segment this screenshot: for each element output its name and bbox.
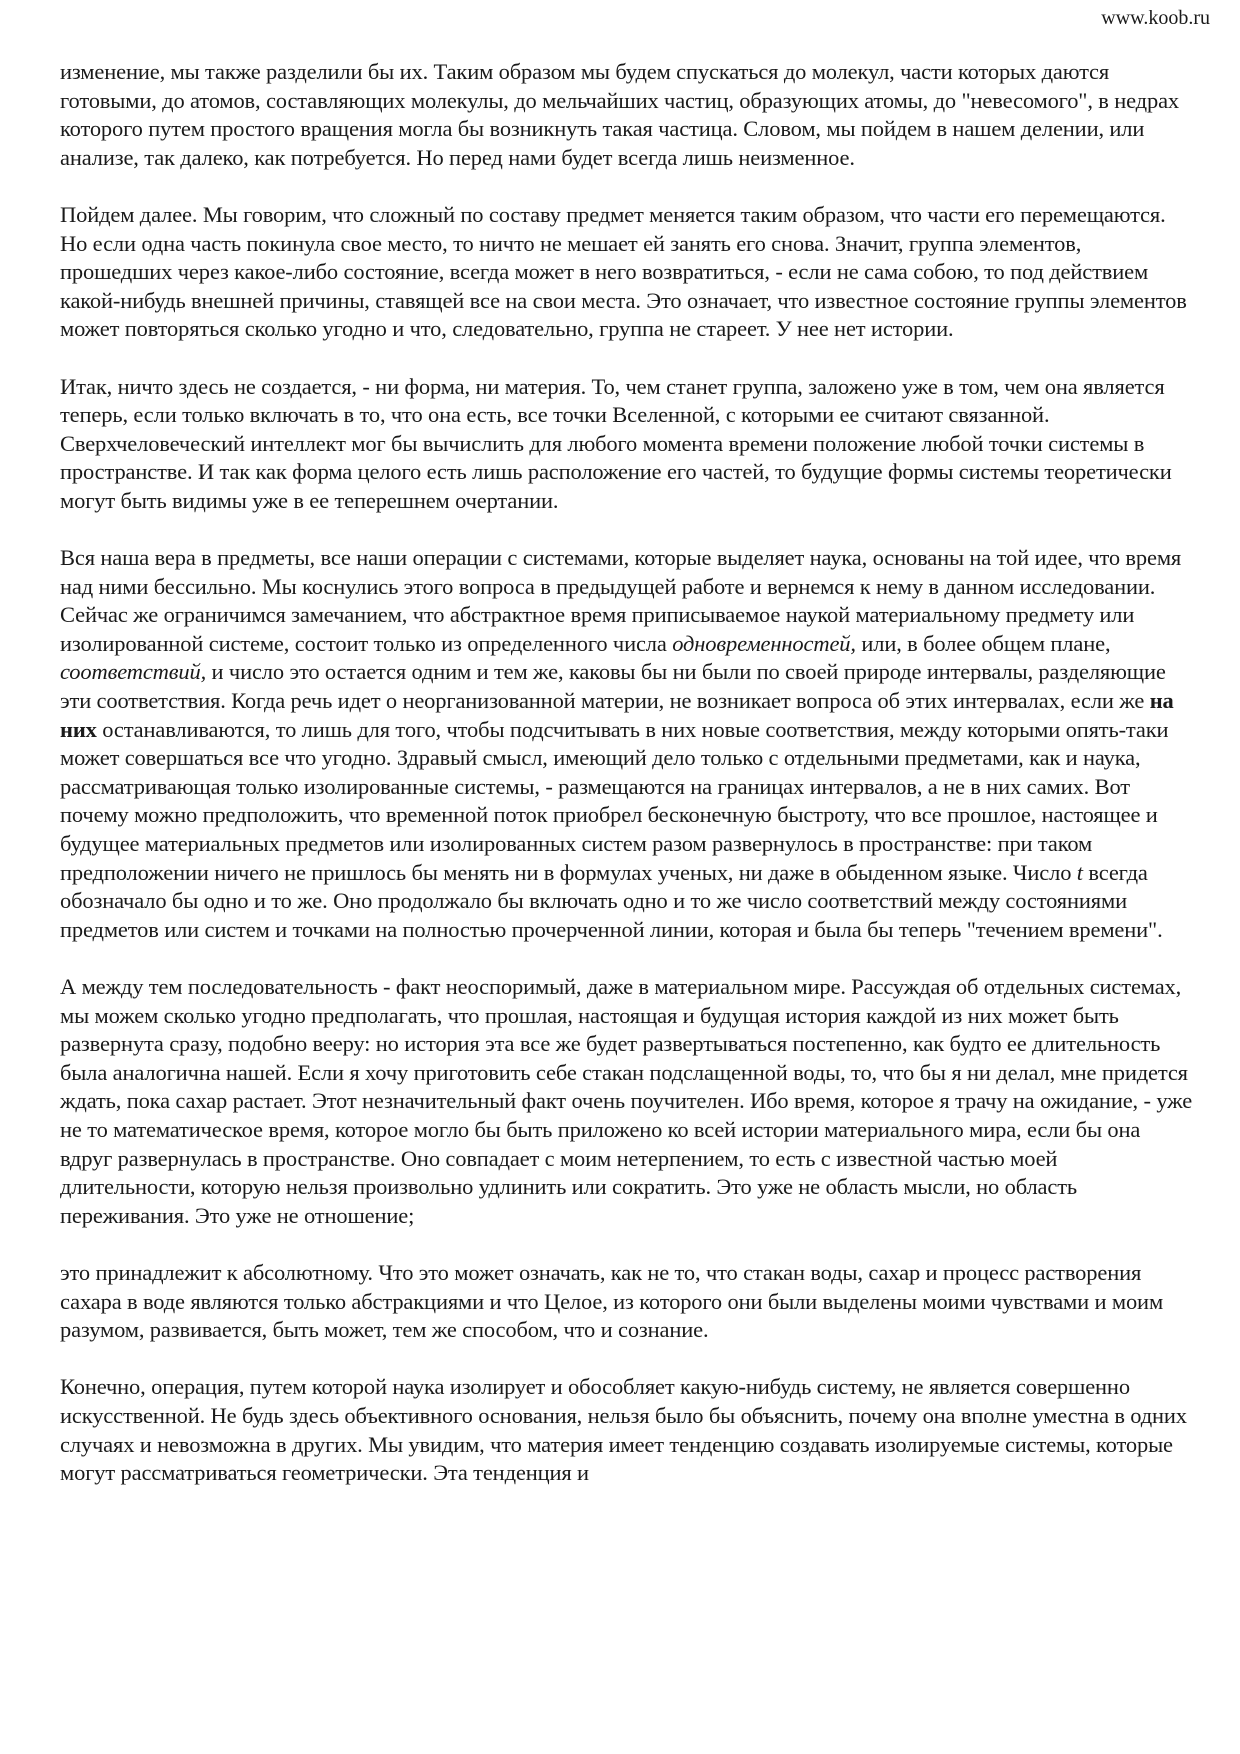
text-run: и число это остается одним и тем же, каковы бы ни были по своей природе интервалы, разделяющие эти соответствия. Когда речь идет о неорганизованной материи, не возникает вопроса об этих интервалах, если же [60, 659, 1166, 714]
text-run: останавливаются, то лишь для того, чтобы подсчитывать в них новые соответствия, между которыми опять-таки может совершаться все что угодно. Здравый смысл, имеющий дело только с отдельными предметами, как и наука, рассматривающая только изолированные системы, - размещаются на границах интервалов, а не в них самих. Вот почему можно предположить, что временной поток приобрел бесконечную быстроту, что все прошлое, настоящее и будущее материальных предметов или изолированных систем разом развернулось в пространстве: при таком предположении ничего не пришлось бы менять ни в формулах ученых, ни даже в обыденном языке. Число [60, 716, 1169, 885]
site-url[interactable]: www.koob.ru [1101, 7, 1210, 29]
italic-term: t [1076, 859, 1083, 885]
paragraph: А между тем последовательность - факт неоспоримый, даже в материальном мире. Рассуждая об отдельных системах, мы можем сколько угодно предполагать, что прошлая, настоящая и будущая история каждой из них может быть развернута сразу, подобно вееру: но история эта все же будет развертываться постепенно, как будто ее длительность была аналогична нашей. Если я хочу приготовить себе стакан подслащенной воды, то, что бы я ни делал, мне придется ждать, пока сахар растает. Этот незначительный факт очень поучителен. Ибо время, которое я трачу на ожидание, - уже не то математическое время, которое могло бы быть приложено ко всей истории материального мира, если бы она вдруг развернулась в пространстве. Оно совпадает с моим нетерпением, то есть с известной частью моей длительности, которую нельзя произвольно удлинить или сократить. Это уже не область мысли, но область переживания. Это уже не отношение; [60, 974, 1193, 1228]
text-run: Вся наша вера в предметы, все наши операции с системами, которые выделяет наука, основаны на той идее, что время над ними бессильно. Мы коснулись этого вопроса в предыдущей работе и вернемся к нему в данном исследовании. Сейчас же ограничимся замечанием, что абстрактное время приписываемое наукой материальному предмету или изолированной системе, состоит только из определенного числа [60, 545, 1182, 656]
bold-term: на них [60, 688, 1174, 742]
italic-term: одновременностей, [672, 630, 856, 656]
paragraph [60, 544, 1195, 944]
body-text [60, 58, 1195, 1488]
paragraph: это принадлежит к абсолютному. Что это может означать, как не то, что стакан воды, сахар и процесс растворения сахара в воде являются только абстракциями и что Целое, из которого они были выделены моими чувствами и моим разумом, развивается, быть может, тем же способом, что и сознание. [60, 1259, 1164, 1343]
text-run: или, в более общем плане, [855, 630, 1111, 656]
paragraph: Конечно, операция, путем которой наука изолирует и обособляет какую-нибудь систему, не является совершенно искусственной. Не будь здесь объективного основания, нельзя было бы объяснить, почему она вполне уместна в одних случаях и невозможна в других. Мы увидим, что материя имеет тенденцию создавать изолируемые системы, которые могут рассматриваться геометрически. Эта тенденция и [60, 1374, 1187, 1486]
italic-term: соответствий, [60, 659, 207, 685]
paragraph: Пойдем далее. Мы говорим, что сложный по составу предмет меняется таким образом, что части его перемещаются. Но если одна часть покинула свое место, то ничто не мешает ей занять его снова. Значит, группа элементов, прошедших через какое-либо состояние, всегда может в него возвратиться, - если не сама собою, то под действием какой-нибудь внешней причины, ставящей все на свои места. Это означает, что известное состояние группы элементов может повторяться сколько угодно и что, следовательно, группа не стареет. У нее нет истории. [60, 201, 1187, 342]
paragraph: Итак, ничто здесь не создается, - ни форма, ни материя. То, чем станет группа, заложено уже в том, чем она является теперь, если только включать в то, что она есть, все точки Вселенной, с которыми ее считают связанной. Сверхчеловеческий интеллект мог бы вычислить для любого момента времени положение любой точки системы в пространстве. И так как форма целого есть лишь расположение его частей, то будущие формы системы теоретически могут быть видимы уже в ее теперешнем очертании. [60, 373, 1172, 513]
text-run: всегда обозначало бы одно и то же. Оно продолжало бы включать одно и то же число соответствий между состояниями предметов или систем и точками на полностью прочерченной линии, которая и была бы теперь "течением времени". [60, 859, 1163, 942]
paragraph: изменение, мы также разделили бы их. Таким образом мы будем спускаться до молекул, части которых даются готовыми, до атомов, составляющих молекулы, до мельчайших частиц, образующих атомы, до "невесомого", в недрах которого путем простого вращения могла бы возникнуть такая частица. Словом, мы пойдем в нашем делении, или анализе, так далеко, как потребуется. Но перед нами будет всегда лишь неизменное. [60, 59, 1179, 170]
